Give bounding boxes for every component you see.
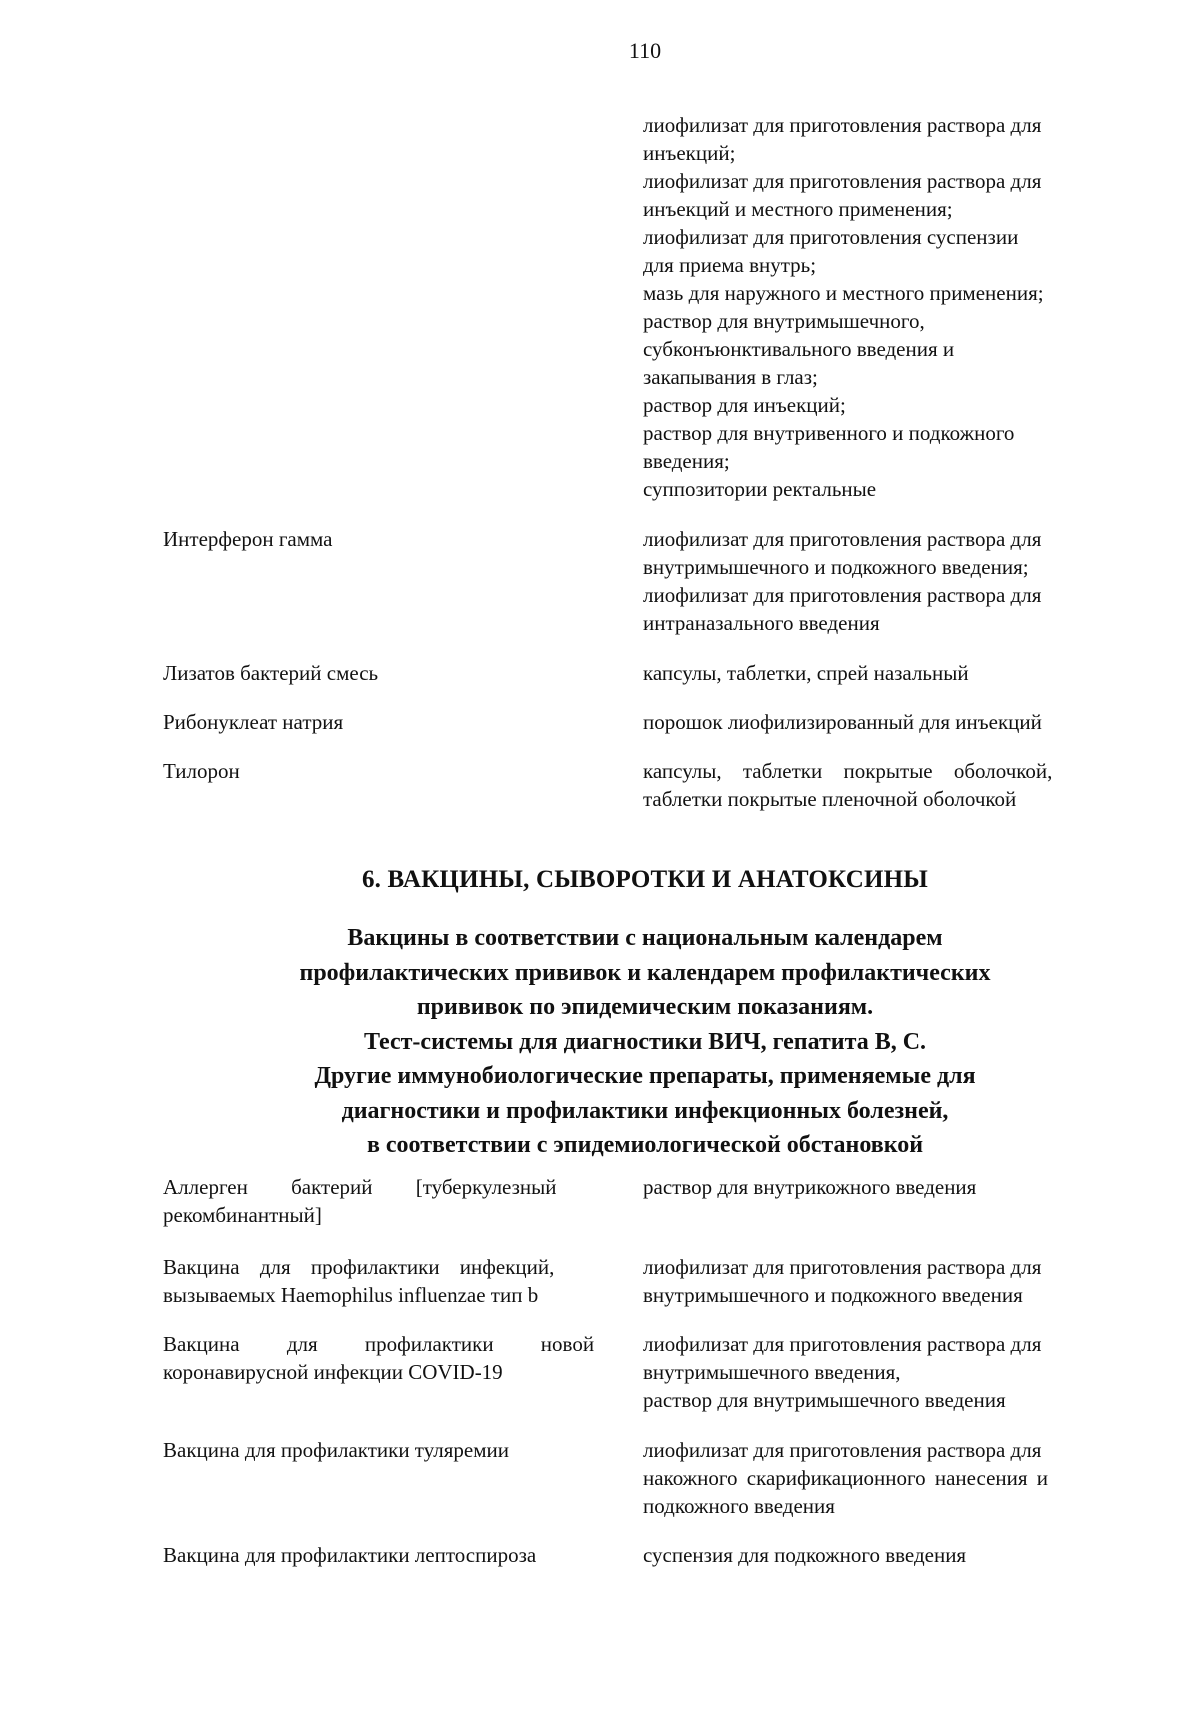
name-line: Вакцина для профилактики инфекций, (163, 1255, 555, 1279)
form-line: раствор для внутримышечного введения (643, 1388, 1006, 1412)
subtitle-line: профилактических прививок и календарем профилактических (299, 959, 991, 986)
subtitle-line: диагностики и профилактики инфекционных болезней, (341, 1097, 949, 1124)
form-line: таблетки покрытые пленочной оболочкой (643, 787, 1017, 811)
form-line: лиофилизат для приготовления раствора для (643, 527, 1042, 551)
drug-forms (643, 525, 1128, 637)
vaccine-name (163, 1436, 633, 1464)
form-line: порошок лиофилизированный для инъекций (643, 710, 1042, 734)
drug-forms (643, 708, 1128, 736)
name-line: коронавирусной инфекции COVID-19 (163, 1360, 503, 1384)
vaccine-forms (643, 1253, 1128, 1309)
form-line: мазь для наружного и местного применения; (643, 281, 1044, 305)
form-line: внутримышечного и подкожного введения (643, 1283, 1023, 1307)
vaccine-name (163, 1253, 633, 1309)
subtitle-line: в соответствии с эпидемиологической обстановкой (366, 1132, 924, 1158)
form-line: суспензия для подкожного введения (643, 1543, 967, 1567)
section-title: 6. ВАКЦИНЫ, СЫВОРОТКИ И АНАТОКСИНЫ (361, 866, 929, 893)
vaccine-forms (643, 1436, 1128, 1520)
form-line: капсулы, таблетки, спрей назальный (643, 661, 969, 685)
name-line: вызываемых Haemophilus influenzae тип b (163, 1283, 539, 1307)
continuation-forms (643, 111, 1128, 503)
form-line: подкожного введения (643, 1494, 835, 1518)
subtitle-line: Другие иммунобиологические препараты, применяемые для (314, 1063, 976, 1089)
vaccine-name (163, 1330, 633, 1386)
subtitle-line: Тест-системы для диагностики ВИЧ, гепатита В, С. (363, 1028, 927, 1055)
form-line: раствор для внутривенного и подкожного (643, 421, 1015, 445)
form-line: лиофилизат для приготовления раствора для (643, 1438, 1042, 1462)
drug-name: Тилорон (163, 759, 240, 783)
form-line: инъекций и местного применения; (643, 197, 953, 221)
form-line: суппозитории ректальные (643, 477, 877, 501)
form-line: раствор для инъекций; (643, 393, 846, 417)
vaccine-forms (643, 1330, 1128, 1414)
form-line: раствор для внутрикожного введения (643, 1175, 977, 1199)
vaccine-name (163, 1173, 633, 1229)
form-line: лиофилизат для приготовления раствора для (643, 1332, 1042, 1356)
form-line: лиофилизат для приготовления раствора для (643, 583, 1042, 607)
name-line: Вакцина для профилактики туляремии (163, 1438, 510, 1462)
form-line: для приема внутрь; (643, 253, 817, 277)
name-line: Вакцина для профилактики новой (163, 1332, 595, 1356)
form-line: введения; (643, 449, 730, 473)
drug-name: Лизатов бактерий смесь (163, 661, 379, 685)
form-line: лиофилизат для приготовления раствора для (643, 113, 1042, 137)
section-subtitle (0, 921, 1200, 1163)
name-line: Вакцина для профилактики лептоспироза (163, 1543, 537, 1567)
name-line: Аллерген бактерий [туберкулезный (163, 1175, 557, 1199)
vaccine-forms (643, 1541, 1128, 1569)
form-line: лиофилизат для приготовления раствора для (643, 169, 1042, 193)
page-number: 110 (628, 38, 662, 63)
vaccine-name (163, 1541, 633, 1569)
form-line: капсулы, таблетки покрытые оболочкой, (643, 759, 1053, 783)
form-line: закапывания в глаз; (643, 365, 818, 389)
name-line: рекомбинантный] (163, 1203, 322, 1227)
form-line: лиофилизат для приготовления суспензии (643, 225, 1019, 249)
form-line: инъекций; (643, 141, 736, 165)
form-line: раствор для внутримышечного, (643, 309, 925, 333)
form-line: лиофилизат для приготовления раствора для (643, 1255, 1042, 1279)
form-line: интраназального введения (643, 611, 880, 635)
subtitle-line: прививок по эпидемическим показаниям. (416, 994, 874, 1020)
drug-forms (643, 659, 1128, 687)
subtitle-line: Вакцины в соответствии с национальным календарем (347, 925, 943, 951)
form-line: накожного скарификационного нанесения и (643, 1466, 1049, 1490)
vaccine-forms (643, 1173, 1128, 1201)
form-line: внутримышечного введения, (643, 1360, 901, 1384)
drug-name: Интерферон гамма (163, 527, 333, 551)
form-line: субконъюнктивального введения и (643, 337, 955, 361)
drug-name: Рибонуклеат натрия (163, 710, 344, 734)
drug-forms (643, 757, 1128, 813)
form-line: внутримышечного и подкожного введения; (643, 555, 1029, 579)
